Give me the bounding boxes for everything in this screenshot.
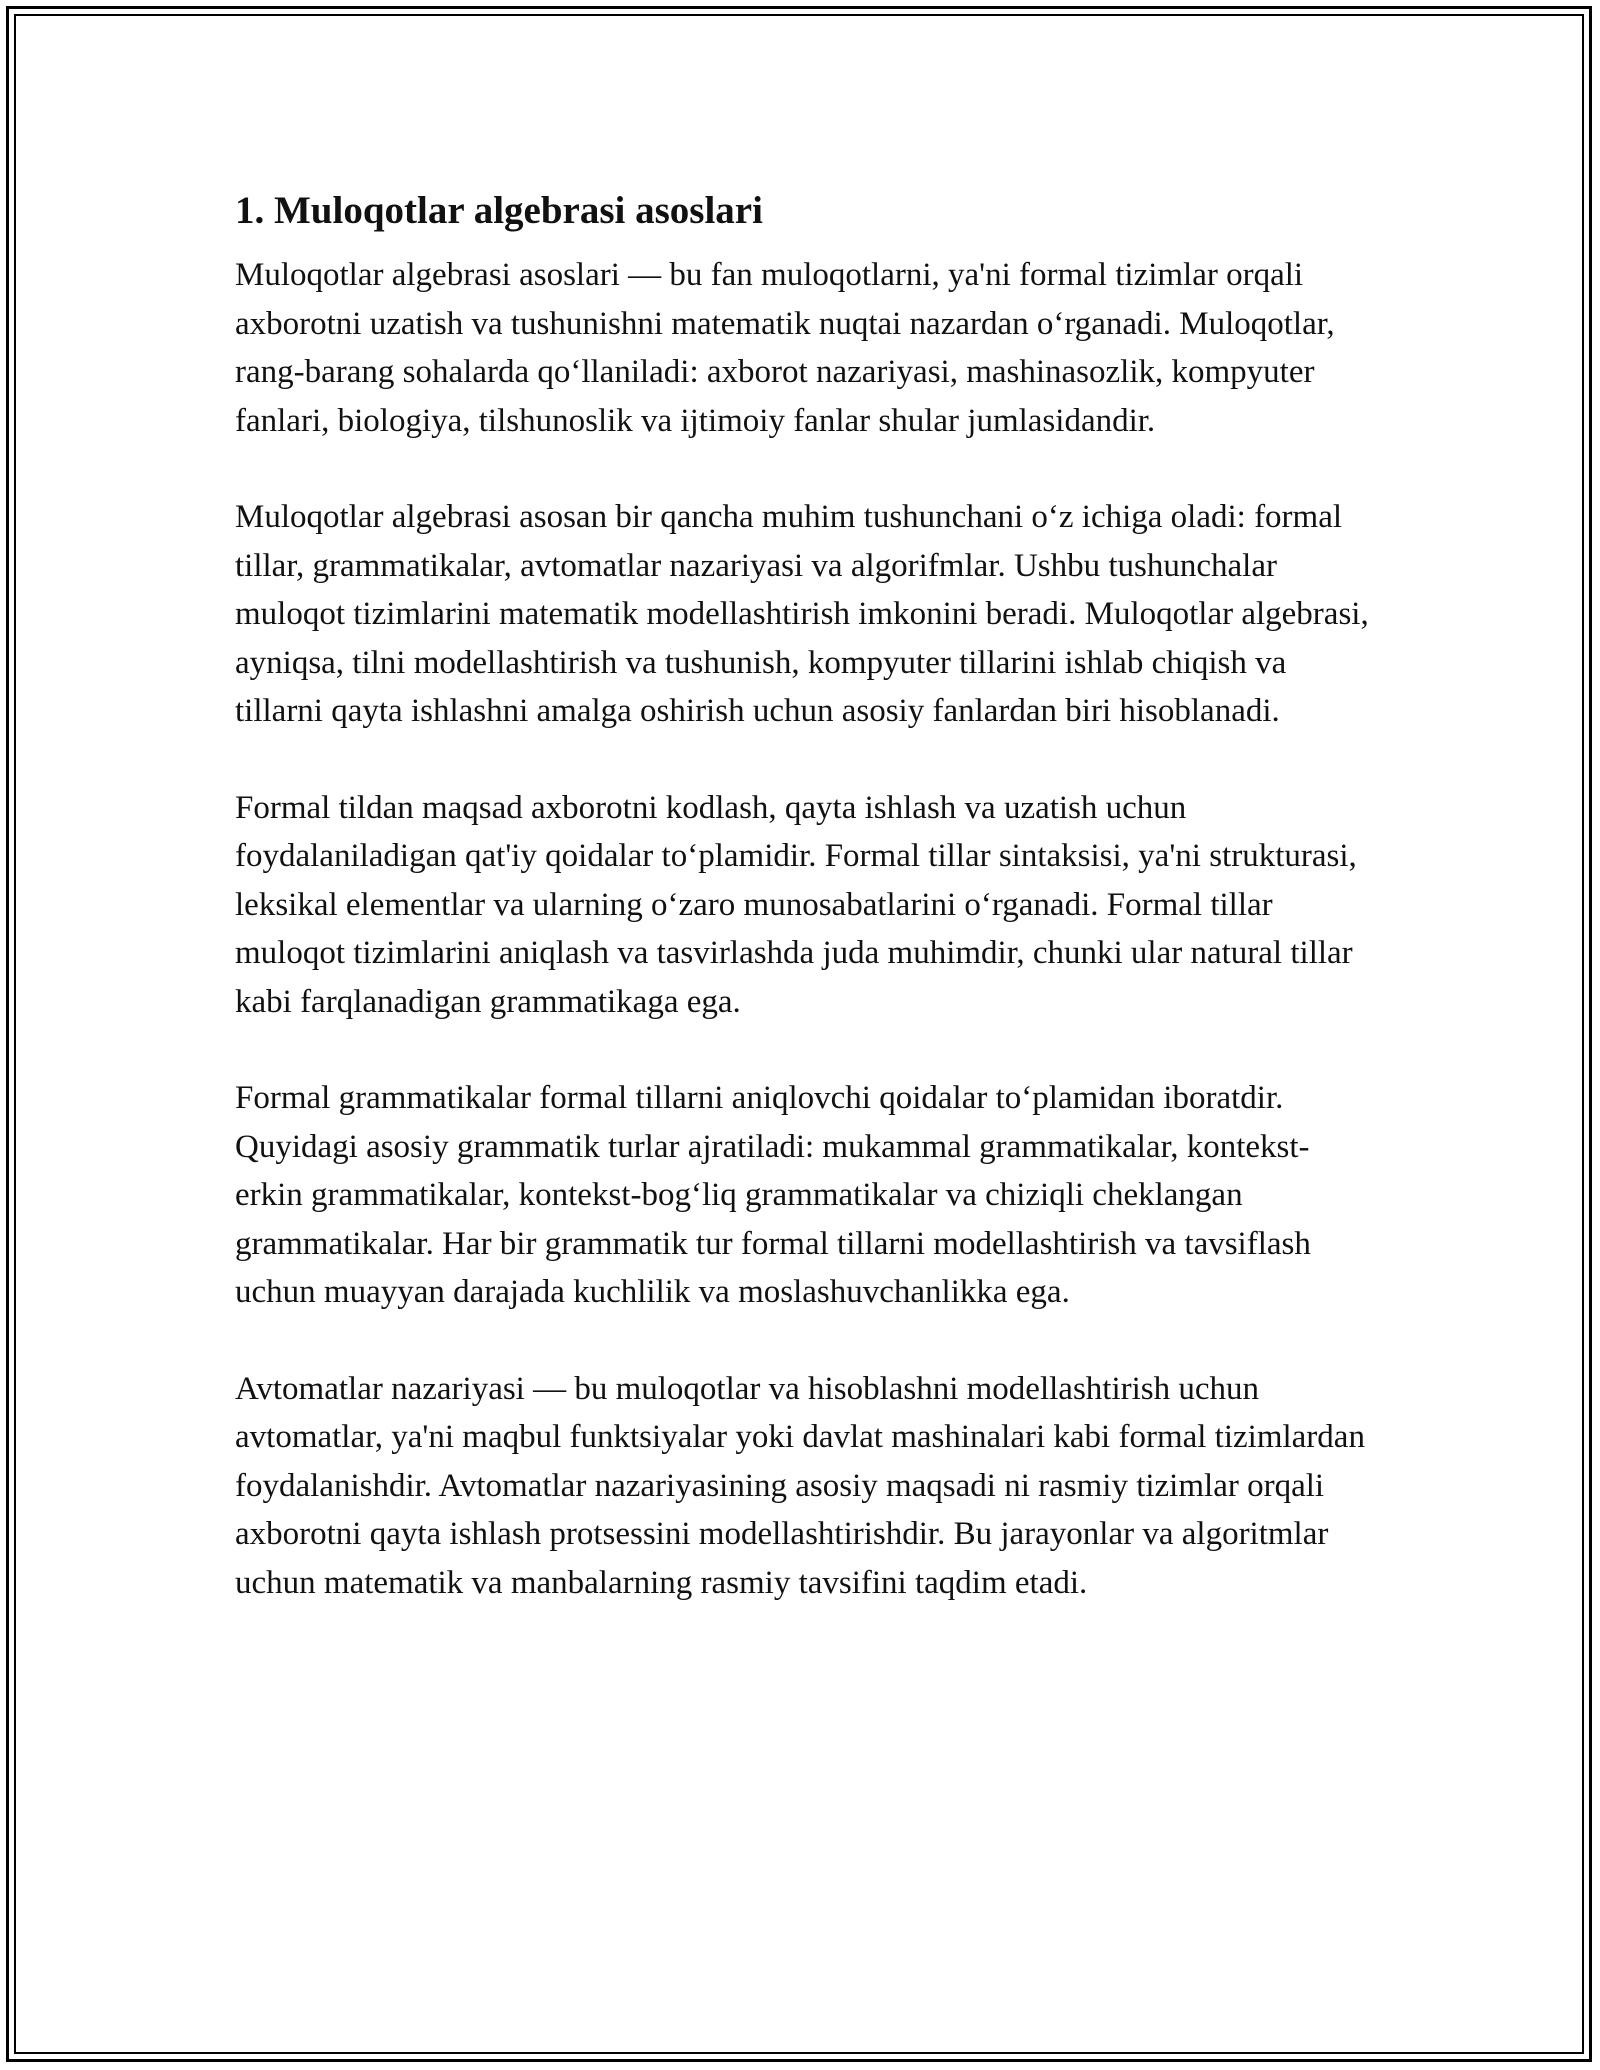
paragraph-automata-theory: Avtomatlar nazariyasi — bu muloqotlar va hisoblashni modellashtirish uchun avtomatlar, ya'ni maqbul funktsiyalar yoki davlat mashinalari kabi formal tizimlardan foydalanishdir. Avtomatlar nazariyasining asosiy maqsadi ni rasmiy tizimlar orqali axborotni qayta ishlash protsessini modellashtirishdir. Bu jarayonlar va algoritmlar uchun matematik va manbalarning rasmiy tavsifini taqdim etadi.: [235, 1370, 1365, 1601]
paragraph-formal-grammars: Formal grammatikalar formal tillarni aniqlovchi qoidalar to‘plamidan iboratdir. Quyidagi asosiy grammatik turlar ajratiladi: mukammal grammatikalar, kontekst-erkin grammatikalar, kontekst-bog‘liq grammatikalar va chiziqli cheklangan grammatikalar. Har bir grammatik tur formal tillarni modellashtirish va tavsiflash uchun muayyan darajada kuchlilik va moslashuvchanlikka ega.: [235, 1080, 1311, 1310]
paragraph-formal-languages: Formal tildan maqsad axborotni kodlash, qayta ishlash va uzatish uchun foydalaniladigan qat'iy qoidalar to‘plamidir. Formal tillar sintaksisi, ya'ni strukturasi, leksikal elementlar va ularning o‘zaro munosabatlarini o‘rganadi. Formal tillar muloqot tizimlarini aniqlash va tasvirlashda juda muhimdir, chunki ular natural tillar kabi farqlanadigan grammatikaga ega.: [235, 789, 1357, 1020]
paragraph-concepts: Muloqotlar algebrasi asosan bir qancha muhim tushunchani o‘z ichiga oladi: formal tillar, grammatikalar, avtomatlar nazariyasi va algorifmlar. Ushbu tushunchalar muloqot tizimlarini matematik modellashtirish imkonini beradi. Muloqotlar algebrasi, ayniqsa, tilni modellashtirish va tushunish, kompyuter tillarini ishlab chiqish va tillarni qayta ishlashni amalga oshirish uchun asosiy fanlardan biri hisoblanadi.: [235, 499, 1369, 729]
document-body: [235, 185, 1375, 1655]
paragraph-intro: Muloqotlar algebrasi asoslari — bu fan muloqotlarni, ya'ni formal tizimlar orqali axborotni uzatish va tushunishni matematik nuqtai nazardan o‘rganadi. Muloqotlar, rang-barang sohalarda qo‘llaniladi: axborot nazariyasi, mashinasozlik, kompyuter fanlari, biologiya, tilshunoslik va ijtimoiy fanlar shular jumlasidandir.: [235, 257, 1335, 439]
section-heading: 1. Muloqotlar algebrasi asoslari: [235, 189, 763, 232]
